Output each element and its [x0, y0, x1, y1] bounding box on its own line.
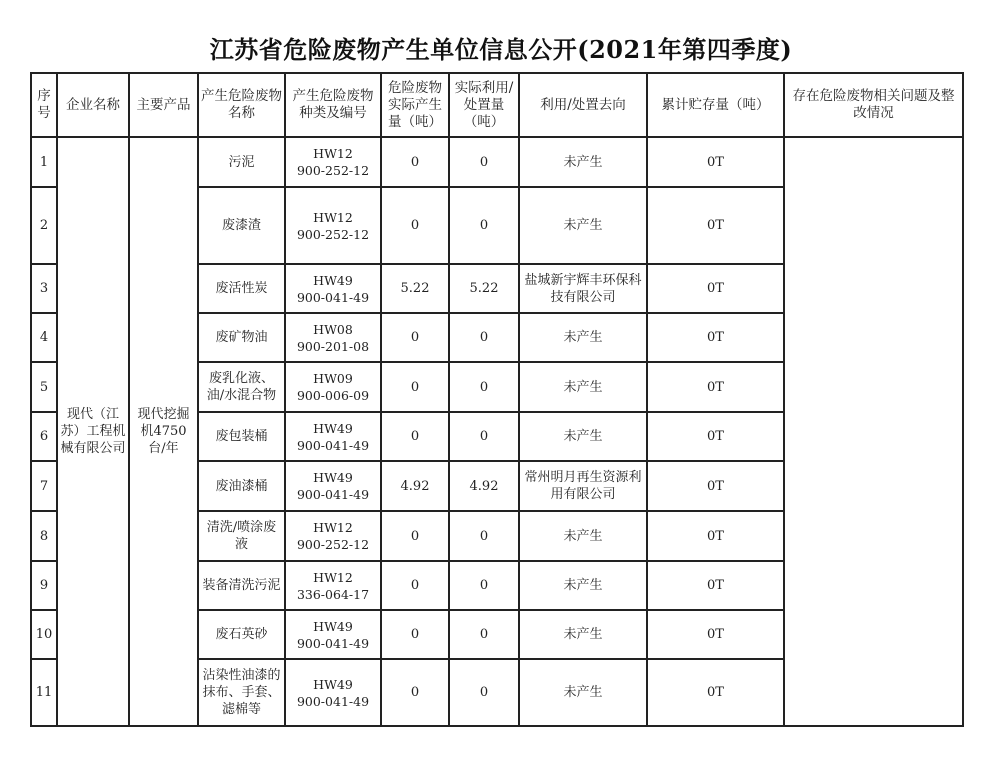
waste-name-cell: 废漆渣	[198, 187, 285, 264]
utilized-cell: 0	[449, 137, 519, 187]
company-cell: 现代（江苏）工程机械有限公司	[57, 137, 129, 726]
storage-cell: 0T	[647, 264, 784, 313]
storage-cell: 0T	[647, 610, 784, 659]
storage-cell: 0T	[647, 561, 784, 610]
seq-cell: 10	[31, 610, 57, 659]
generated-cell: 0	[381, 362, 449, 412]
waste-class: HW49	[313, 470, 353, 485]
page-title: 江苏省危险废物产生单位信息公开(2021年第四季度)	[209, 35, 793, 64]
waste-code-cell	[285, 461, 381, 511]
generated-cell: 0	[381, 561, 449, 610]
utilized-cell: 0	[449, 561, 519, 610]
generated-cell: 0	[381, 610, 449, 659]
waste-class: HW49	[313, 676, 353, 692]
seq-cell: 11	[31, 659, 57, 726]
header-company: 企业名称	[57, 73, 129, 137]
waste-code-number: 900-006-09	[296, 388, 370, 403]
generated-cell: 0	[381, 511, 449, 561]
header-destination: 利用/处置去向	[519, 73, 647, 137]
utilized-cell: 0	[449, 187, 519, 264]
waste-code-cell	[285, 137, 381, 187]
waste-name-cell: 废包装桶	[198, 412, 285, 461]
seq-cell: 9	[31, 561, 57, 610]
header-utilized: 实际利用/处置量（吨）	[449, 73, 519, 137]
header-issues: 存在危险废物相关问题及整改情况	[784, 73, 963, 137]
waste-code-cell	[285, 313, 381, 362]
seq-cell: 5	[31, 362, 57, 412]
destination-cell: 未产生	[519, 313, 647, 362]
storage-cell: 0T	[647, 137, 784, 187]
waste-code-number: 900-252-12	[296, 226, 370, 242]
waste-name-cell: 废石英砂	[198, 610, 285, 659]
waste-name-cell: 废活性炭	[198, 264, 285, 313]
waste-class: HW12	[313, 209, 353, 225]
table-row	[31, 137, 963, 187]
destination-cell: 未产生	[519, 187, 647, 264]
waste-code-number: 900-252-12	[296, 163, 370, 178]
generated-cell: 4.92	[381, 461, 449, 511]
waste-class: HW49	[313, 618, 353, 634]
waste-name-cell: 废矿物油	[198, 313, 285, 362]
waste-code-cell	[285, 362, 381, 412]
generated-cell: 5.22	[381, 264, 449, 313]
seq-cell: 4	[31, 313, 57, 362]
hazardous-waste-table	[30, 72, 964, 727]
issues-cell	[784, 137, 963, 726]
product-cell: 现代挖掘机4750台/年	[129, 137, 198, 726]
seq-cell: 7	[31, 461, 57, 511]
utilized-cell: 0	[449, 313, 519, 362]
waste-code-cell	[285, 187, 381, 264]
utilized-cell: 0	[449, 511, 519, 561]
storage-cell: 0T	[647, 187, 784, 264]
seq-cell: 6	[31, 412, 57, 461]
waste-name-cell: 污泥	[198, 137, 285, 187]
destination-cell: 未产生	[519, 137, 647, 187]
destination-cell: 未产生	[519, 561, 647, 610]
storage-cell: 0T	[647, 412, 784, 461]
waste-class: HW08	[313, 321, 353, 337]
storage-cell: 0T	[647, 461, 784, 511]
waste-name-cell: 废乳化液、油/水混合物	[198, 362, 285, 412]
storage-cell: 0T	[647, 362, 784, 412]
waste-class: HW12	[313, 520, 353, 535]
waste-code-number: 900-041-49	[296, 693, 370, 709]
waste-code-number: 900-041-49	[296, 437, 370, 453]
generated-cell: 0	[381, 659, 449, 726]
header-row	[31, 73, 963, 137]
storage-cell: 0T	[647, 659, 784, 726]
header-waste-name: 产生危险废物名称	[198, 73, 285, 137]
generated-cell: 0	[381, 313, 449, 362]
waste-code-number: 900-041-49	[296, 487, 370, 502]
storage-cell: 0T	[647, 313, 784, 362]
utilized-cell: 0	[449, 412, 519, 461]
seq-cell: 8	[31, 511, 57, 561]
generated-cell: 0	[381, 412, 449, 461]
seq-cell: 1	[31, 137, 57, 187]
waste-code-number: 900-041-49	[296, 635, 370, 651]
waste-code-number: 900-252-12	[296, 537, 370, 552]
waste-code-cell	[285, 561, 381, 610]
utilized-cell: 0	[449, 659, 519, 726]
destination-cell: 未产生	[519, 659, 647, 726]
waste-code-cell	[285, 659, 381, 726]
header-product: 主要产品	[129, 73, 198, 137]
waste-code-number: 900-201-08	[296, 338, 370, 354]
waste-class: HW09	[313, 371, 353, 386]
generated-cell: 0	[381, 187, 449, 264]
utilized-cell: 0	[449, 362, 519, 412]
utilized-cell: 5.22	[449, 264, 519, 313]
waste-class: HW49	[313, 420, 353, 436]
header-waste-code: 产生危险废物种类及编号	[285, 73, 381, 137]
utilized-cell: 4.92	[449, 461, 519, 511]
waste-class: HW12	[313, 146, 353, 161]
waste-name-cell: 沾染性油漆的抹布、手套、滤棉等	[198, 659, 285, 726]
waste-name-cell: 装备清洗污泥	[198, 561, 285, 610]
destination-cell: 未产生	[519, 610, 647, 659]
waste-class: HW49	[313, 272, 353, 288]
storage-cell: 0T	[647, 511, 784, 561]
waste-code-number: 336-064-17	[296, 586, 370, 602]
destination-cell: 盐城新宇辉丰环保科技有限公司	[519, 264, 647, 313]
seq-cell: 3	[31, 264, 57, 313]
destination-cell: 未产生	[519, 511, 647, 561]
header-generated: 危险废物实际产生量（吨）	[381, 73, 449, 137]
waste-code-cell	[285, 610, 381, 659]
waste-code-cell	[285, 412, 381, 461]
header-storage: 累计贮存量（吨）	[647, 73, 784, 137]
utilized-cell: 0	[449, 610, 519, 659]
waste-code-number: 900-041-49	[296, 289, 370, 305]
generated-cell: 0	[381, 137, 449, 187]
waste-code-cell	[285, 511, 381, 561]
destination-cell: 未产生	[519, 362, 647, 412]
destination-cell: 未产生	[519, 412, 647, 461]
header-seq: 序号	[31, 73, 57, 137]
waste-class: HW12	[313, 569, 353, 585]
destination-cell: 常州明月再生资源利用有限公司	[519, 461, 647, 511]
waste-code-cell	[285, 264, 381, 313]
seq-cell: 2	[31, 187, 57, 264]
waste-name-cell: 清洗/喷涂废液	[198, 511, 285, 561]
waste-name-cell: 废油漆桶	[198, 461, 285, 511]
